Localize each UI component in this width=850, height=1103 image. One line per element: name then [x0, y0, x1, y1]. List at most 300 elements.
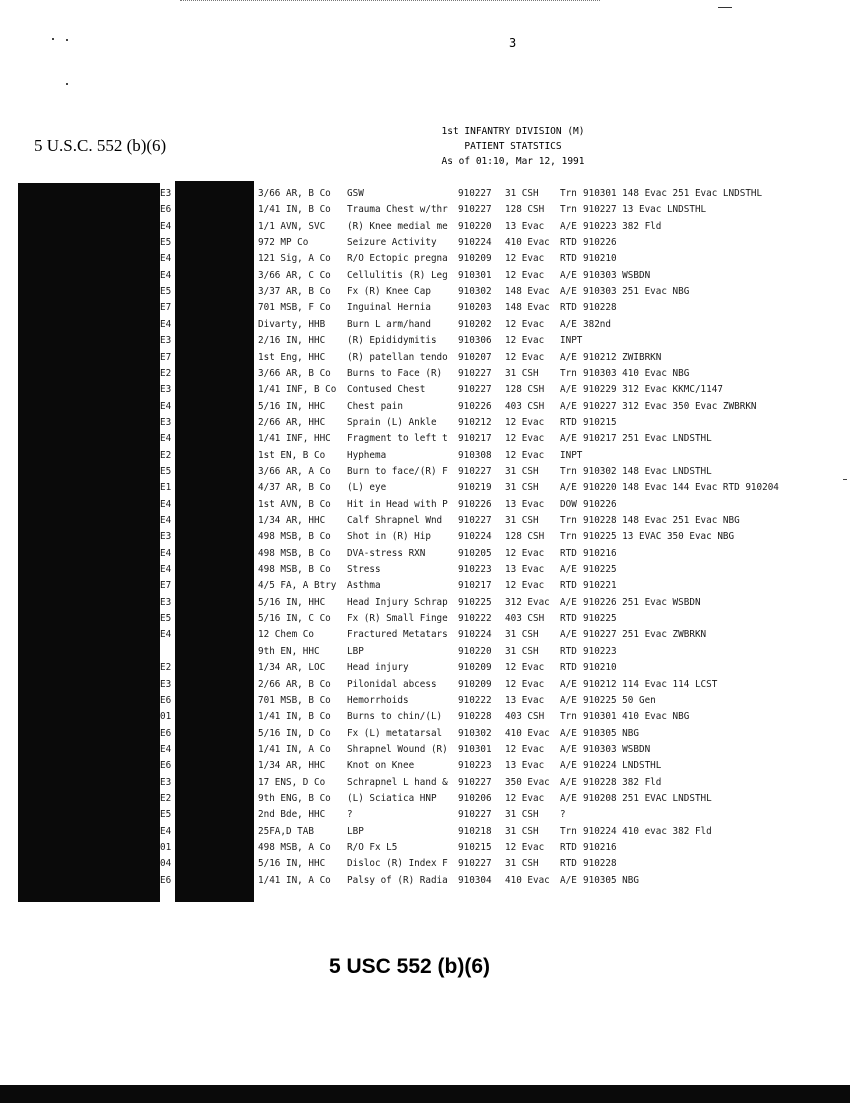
- cell-grade: E1: [160, 482, 172, 494]
- cell-disp: Trn: [560, 515, 577, 526]
- cell-diag: R/O Fx L5: [347, 842, 398, 853]
- cell-fac: 31 CSH: [505, 367, 539, 379]
- cell-diag: GSW: [347, 188, 364, 199]
- cell-diag: Hit in Head with P: [347, 498, 448, 510]
- cell-grade: E4: [160, 269, 172, 281]
- cell-rest: 910210: [583, 662, 617, 674]
- cell-fac: 312 Evac: [505, 596, 550, 608]
- cell-disp: A/E: [560, 629, 577, 641]
- cell-diag: Fx (L) metatarsal: [347, 727, 443, 739]
- cell-disp: Trn: [560, 188, 577, 199]
- cell-grade: E3: [160, 531, 172, 543]
- cell-disp: ?: [560, 809, 566, 821]
- cell-unit: 2/66 AR, HHC: [258, 416, 326, 428]
- cell-rest: 910216: [583, 842, 617, 853]
- cell-disp: RTD: [560, 237, 577, 249]
- cell-disp: RTD: [560, 253, 577, 265]
- cell-diag: (L) Sciatica HNP: [347, 792, 437, 804]
- scan-speck: [843, 479, 847, 480]
- cell-unit: 1st AVN, B Co: [258, 498, 331, 510]
- cell-disp: A/E: [560, 874, 577, 886]
- cell-fac: 128 CSH: [505, 204, 545, 216]
- cell-grade: E7: [160, 302, 172, 314]
- cell-fac: 12 Evac: [505, 318, 545, 330]
- cell-grade: E3: [160, 596, 172, 608]
- cell-grade: E3: [160, 335, 172, 347]
- cell-unit: 3/66 AR, A Co: [258, 465, 331, 477]
- cell-diag: (L) eye: [347, 482, 387, 494]
- cell-date: 910223: [458, 564, 492, 576]
- cell-fac: 31 CSH: [505, 515, 539, 526]
- cell-unit: 1st EN, B Co: [258, 449, 326, 461]
- cell-unit: 1/41 IN, B Co: [258, 204, 331, 216]
- foia-exemption-label-top: 5 U.S.C. 552 (b)(6): [34, 136, 167, 155]
- cell-diag: Fractured Metatars: [347, 629, 448, 641]
- cell-disp: Trn: [560, 711, 577, 723]
- cell-unit: 12 Chem Co: [258, 629, 314, 641]
- scan-bottom-edge: [0, 1085, 850, 1103]
- cell-fac: 31 CSH: [505, 188, 539, 199]
- cell-date: 910227: [458, 367, 492, 379]
- cell-disp: A/E: [560, 482, 577, 494]
- cell-rest: 910217 251 Evac LNDSTHL: [583, 433, 712, 445]
- cell-unit: 3/66 AR, B Co: [258, 367, 331, 379]
- cell-disp: INPT: [560, 449, 583, 461]
- cell-grade: E4: [160, 253, 172, 265]
- cell-fac: 12 Evac: [505, 678, 545, 690]
- cell-fac: 12 Evac: [505, 253, 545, 265]
- cell-rest: 910223 382 Fld: [583, 220, 662, 232]
- cell-unit: 498 MSB, B Co: [258, 547, 331, 559]
- cell-fac: 12 Evac: [505, 792, 545, 804]
- cell-disp: RTD: [560, 416, 577, 428]
- cell-disp: A/E: [560, 727, 577, 739]
- cell-unit: 5/16 IN, HHC: [258, 400, 326, 412]
- cell-unit: 3/66 AR, B Co: [258, 188, 331, 199]
- cell-unit: 1/41 IN, A Co: [258, 874, 331, 886]
- cell-fac: 148 Evac: [505, 302, 550, 314]
- cell-date: 910209: [458, 662, 492, 674]
- cell-diag: LBP: [347, 645, 364, 657]
- cell-rest: 910302 148 Evac LNDSTHL: [583, 465, 712, 477]
- cell-disp: Trn: [560, 825, 577, 837]
- cell-disp: RTD: [560, 645, 577, 657]
- cell-diag: DVA-stress RXN: [347, 547, 426, 559]
- cell-disp: A/E: [560, 433, 577, 445]
- cell-grade: E4: [160, 743, 172, 755]
- cell-rest: 910225: [583, 613, 617, 625]
- header-division: 1st INFANTRY DIVISION (M): [441, 126, 585, 137]
- cell-unit: 1/41 IN, B Co: [258, 711, 331, 723]
- cell-fac: 13 Evac: [505, 498, 545, 510]
- scan-speck: [52, 38, 54, 40]
- cell-rest: 910220 148 Evac 144 Evac RTD 910204: [583, 482, 779, 494]
- cell-date: 910222: [458, 613, 492, 625]
- cell-diag: Burns to chin/(L): [347, 711, 443, 723]
- cell-grade: E3: [160, 776, 172, 788]
- cell-date: 910219: [458, 482, 492, 494]
- cell-grade: E2: [160, 792, 172, 804]
- cell-diag: Asthma: [347, 580, 381, 592]
- cell-fac: 12 Evac: [505, 433, 545, 445]
- cell-rest: 910226: [583, 498, 617, 510]
- cell-fac: 350 Evac: [505, 776, 550, 788]
- cell-date: 910218: [458, 825, 492, 837]
- cell-grade: E4: [160, 498, 172, 510]
- cell-unit: 25FA,D TAB: [258, 825, 314, 837]
- cell-grade: E4: [160, 547, 172, 559]
- header-date: As of 01:10, Mar 12, 1991: [441, 156, 585, 167]
- cell-grade: E4: [160, 318, 172, 330]
- cell-fac: 31 CSH: [505, 629, 539, 641]
- cell-grade: E2: [160, 449, 172, 461]
- cell-unit: 5/16 IN, C Co: [258, 613, 331, 625]
- cell-diag: (R) Knee medial me: [347, 220, 448, 232]
- cell-diag: Hemorrhoids: [347, 694, 409, 706]
- cell-grade: E4: [160, 515, 172, 526]
- cell-unit: 121 Sig, A Co: [258, 253, 331, 265]
- cell-date: 910227: [458, 204, 492, 216]
- cell-rest: 910303 WSBDN: [583, 743, 651, 755]
- cell-grade: E3: [160, 678, 172, 690]
- cell-rest: 910301 410 Evac NBG: [583, 711, 690, 723]
- cell-unit: 5/16 IN, D Co: [258, 727, 331, 739]
- cell-fac: 31 CSH: [505, 809, 539, 821]
- cell-fac: 13 Evac: [505, 564, 545, 576]
- cell-date: 910224: [458, 237, 492, 249]
- cell-fac: 12 Evac: [505, 335, 545, 347]
- cell-date: 910304: [458, 874, 492, 886]
- redaction-block-left: [18, 183, 160, 902]
- cell-rest: 910224 LNDSTHL: [583, 760, 662, 772]
- cell-diag: Sprain (L) Ankle: [347, 416, 437, 428]
- cell-diag: Trauma Chest w/thr: [347, 204, 448, 216]
- cell-date: 910227: [458, 809, 492, 821]
- cell-fac: 148 Evac: [505, 286, 550, 298]
- cell-disp: A/E: [560, 743, 577, 755]
- page-number: 3: [509, 36, 517, 50]
- cell-rest: 910212 ZWIBRKN: [583, 351, 662, 363]
- cell-fac: 12 Evac: [505, 842, 545, 853]
- cell-fac: 12 Evac: [505, 416, 545, 428]
- cell-grade: E4: [160, 400, 172, 412]
- cell-unit: 1st Eng, HHC: [258, 351, 326, 363]
- scan-artifact-dash: [718, 7, 732, 8]
- cell-diag: Head Injury Schrap: [347, 596, 448, 608]
- cell-rest: 910223: [583, 645, 617, 657]
- cell-unit: 1/41 INF, B Co: [258, 384, 337, 396]
- cell-unit: 498 MSB, B Co: [258, 564, 331, 576]
- cell-unit: 5/16 IN, HHC: [258, 596, 326, 608]
- cell-unit: 2nd Bde, HHC: [258, 809, 326, 821]
- cell-unit: 2/66 AR, B Co: [258, 678, 331, 690]
- cell-date: 910205: [458, 547, 492, 559]
- cell-rest: 910210: [583, 253, 617, 265]
- cell-rest: 910305 NBG: [583, 727, 639, 739]
- foia-exemption-label-bottom: 5 USC 552 (b)(6): [329, 955, 491, 978]
- scan-speck: [66, 39, 68, 41]
- cell-disp: A/E: [560, 564, 577, 576]
- cell-diag: Shrapnel Wound (R): [347, 743, 448, 755]
- cell-grade: E3: [160, 416, 172, 428]
- cell-grade: E5: [160, 286, 172, 298]
- cell-grade: E5: [160, 613, 172, 625]
- cell-date: 910228: [458, 711, 492, 723]
- cell-fac: 12 Evac: [505, 547, 545, 559]
- cell-grade: E4: [160, 629, 172, 641]
- cell-unit: 498 MSB, A Co: [258, 842, 331, 853]
- cell-diag: Fx (R) Knee Cap: [347, 286, 431, 298]
- cell-unit: 1/41 IN, A Co: [258, 743, 331, 755]
- scan-artifact-top: [180, 0, 600, 5]
- cell-date: 910226: [458, 498, 492, 510]
- cell-grade: E5: [160, 237, 172, 249]
- cell-rest: 910212 114 Evac 114 LCST: [583, 678, 718, 690]
- cell-disp: RTD: [560, 613, 577, 625]
- cell-rest: 910305 NBG: [583, 874, 639, 886]
- cell-grade: E6: [160, 727, 172, 739]
- cell-unit: 1/34 AR, HHC: [258, 515, 326, 526]
- cell-disp: Trn: [560, 367, 577, 379]
- cell-date: 910220: [458, 220, 492, 232]
- cell-fac: 12 Evac: [505, 662, 545, 674]
- cell-rest: 910216: [583, 547, 617, 559]
- cell-rest: 910303 WSBDN: [583, 269, 651, 281]
- cell-diag: Schrapnel L hand &: [347, 776, 448, 788]
- cell-fac: 12 Evac: [505, 269, 545, 281]
- cell-date: 910302: [458, 286, 492, 298]
- cell-disp: A/E: [560, 269, 577, 281]
- cell-rest: 910225 13 EVAC 350 Evac NBG: [583, 531, 735, 543]
- cell-unit: 3/66 AR, C Co: [258, 269, 331, 281]
- cell-rest: 910226: [583, 237, 617, 249]
- cell-unit: 9th EN, HHC: [258, 645, 320, 657]
- cell-diag: Inguinal Hernia: [347, 302, 431, 314]
- cell-diag: ?: [347, 809, 353, 821]
- cell-diag: Burn to face/(R) F: [347, 465, 448, 477]
- cell-disp: RTD: [560, 580, 577, 592]
- cell-rest: 910229 312 Evac KKMC/1147: [583, 384, 723, 396]
- cell-date: 910227: [458, 465, 492, 477]
- cell-diag: Burns to Face (R): [347, 367, 443, 379]
- cell-diag: Contused Chest: [347, 384, 426, 396]
- cell-rest: 910226 251 Evac WSBDN: [583, 596, 701, 608]
- cell-date: 910222: [458, 694, 492, 706]
- cell-date: 910306: [458, 335, 492, 347]
- cell-date: 910227: [458, 858, 492, 870]
- cell-date: 910224: [458, 531, 492, 543]
- cell-grade: E4: [160, 433, 172, 445]
- cell-diag: Chest pain: [347, 400, 403, 412]
- cell-date: 910227: [458, 776, 492, 788]
- cell-grade: E5: [160, 809, 172, 821]
- cell-fac: 13 Evac: [505, 694, 545, 706]
- cell-grade: E2: [160, 367, 172, 379]
- cell-date: 910226: [458, 400, 492, 412]
- cell-diag: (R) patellan tendo: [347, 351, 448, 363]
- cell-diag: Fx (R) Small Finge: [347, 613, 448, 625]
- scan-speck: [66, 83, 68, 85]
- cell-fac: 12 Evac: [505, 743, 545, 755]
- cell-fac: 13 Evac: [505, 220, 545, 232]
- cell-unit: 972 MP Co: [258, 237, 309, 249]
- cell-grade: E3: [160, 384, 172, 396]
- cell-date: 910215: [458, 842, 492, 853]
- cell-fac: 31 CSH: [505, 858, 539, 870]
- cell-fac: 403 CSH: [505, 711, 545, 723]
- redaction-block-names: [175, 181, 254, 902]
- cell-diag: (R) Epididymitis: [347, 335, 437, 347]
- cell-date: 910308: [458, 449, 492, 461]
- cell-diag: Palsy of (R) Radia: [347, 874, 448, 886]
- cell-fac: 410 Evac: [505, 727, 550, 739]
- cell-unit: 701 MSB, B Co: [258, 694, 331, 706]
- cell-grade: E6: [160, 760, 172, 772]
- cell-unit: Divarty, HHB: [258, 318, 326, 330]
- cell-rest: 910225 50 Gen: [583, 694, 656, 706]
- cell-disp: RTD: [560, 302, 577, 314]
- cell-diag: Head injury: [347, 662, 409, 674]
- cell-rest: 910224 410 evac 382 Fld: [583, 825, 712, 837]
- cell-diag: LBP: [347, 825, 364, 837]
- cell-rest: 910221: [583, 580, 617, 592]
- cell-unit: 5/16 IN, HHC: [258, 858, 326, 870]
- cell-rest: 910227 312 Evac 350 Evac ZWBRKN: [583, 400, 757, 412]
- cell-fac: 410 Evac: [505, 237, 550, 249]
- cell-disp: A/E: [560, 220, 577, 232]
- cell-disp: A/E: [560, 776, 577, 788]
- cell-disp: A/E: [560, 760, 577, 772]
- cell-rest: 910228 382 Fld: [583, 776, 662, 788]
- cell-fac: 403 CSH: [505, 400, 545, 412]
- cell-rest: 910228 148 Evac 251 Evac NBG: [583, 515, 740, 526]
- cell-grade: E6: [160, 874, 172, 886]
- cell-date: 910225: [458, 596, 492, 608]
- cell-date: 910301: [458, 269, 492, 281]
- cell-fac: 410 Evac: [505, 874, 550, 886]
- cell-rest: 910227 251 Evac ZWBRKN: [583, 629, 707, 641]
- cell-diag: R/O Ectopic pregna: [347, 253, 448, 265]
- cell-grade: E4: [160, 220, 172, 232]
- cell-fac: 31 CSH: [505, 645, 539, 657]
- cell-rest: 910303 410 Evac NBG: [583, 367, 690, 379]
- cell-date: 910202: [458, 318, 492, 330]
- cell-grade: 01: [160, 842, 172, 853]
- cell-disp: A/E: [560, 286, 577, 298]
- cell-disp: A/E: [560, 400, 577, 412]
- cell-diag: Cellulitis (R) Leg: [347, 269, 448, 281]
- cell-unit: 3/37 AR, B Co: [258, 286, 331, 298]
- cell-disp: RTD: [560, 662, 577, 674]
- cell-disp: Trn: [560, 531, 577, 543]
- cell-grade: E6: [160, 204, 172, 216]
- cell-disp: A/E: [560, 678, 577, 690]
- cell-grade: E4: [160, 564, 172, 576]
- cell-grade: E6: [160, 694, 172, 706]
- cell-rest: 382nd: [583, 318, 611, 330]
- cell-date: 910223: [458, 760, 492, 772]
- cell-diag: Hyphema: [347, 449, 387, 461]
- cell-fac: 31 CSH: [505, 465, 539, 477]
- cell-date: 910217: [458, 580, 492, 592]
- cell-diag: Calf Shrapnel Wnd: [347, 515, 443, 526]
- cell-disp: RTD: [560, 842, 577, 853]
- cell-disp: A/E: [560, 384, 577, 396]
- cell-unit: 1/41 INF, HHC: [258, 433, 331, 445]
- cell-diag: Knot on Knee: [347, 760, 415, 772]
- cell-diag: Pilonidal abcess: [347, 678, 437, 690]
- cell-diag: Stress: [347, 564, 381, 576]
- cell-date: 910227: [458, 515, 492, 526]
- cell-date: 910217: [458, 433, 492, 445]
- cell-disp: DOW: [560, 498, 577, 510]
- cell-rest: 910303 251 Evac NBG: [583, 286, 690, 298]
- cell-date: 910227: [458, 384, 492, 396]
- cell-grade: E7: [160, 351, 172, 363]
- cell-fac: 31 CSH: [505, 482, 539, 494]
- cell-rest: 910228: [583, 858, 617, 870]
- cell-disp: Trn: [560, 465, 577, 477]
- cell-fac: 12 Evac: [505, 449, 545, 461]
- cell-date: 910227: [458, 188, 492, 199]
- cell-rest: 910301 148 Evac 251 Evac LNDSTHL: [583, 188, 763, 199]
- cell-unit: 1/1 AVN, SVC: [258, 220, 326, 232]
- cell-disp: RTD: [560, 858, 577, 870]
- cell-diag: Burn L arm/hand: [347, 318, 431, 330]
- cell-diag: Disloc (R) Index F: [347, 858, 448, 870]
- cell-unit: 9th ENG, B Co: [258, 792, 331, 804]
- cell-date: 910203: [458, 302, 492, 314]
- report-header: [438, 124, 588, 169]
- cell-disp: A/E: [560, 792, 577, 804]
- cell-unit: 17 ENS, D Co: [258, 776, 326, 788]
- cell-disp: A/E: [560, 596, 577, 608]
- cell-disp: RTD: [560, 547, 577, 559]
- cell-fac: 12 Evac: [505, 580, 545, 592]
- cell-unit: 498 MSB, B Co: [258, 531, 331, 543]
- cell-rest: 910228: [583, 302, 617, 314]
- cell-date: 910301: [458, 743, 492, 755]
- cell-grade: E3: [160, 188, 172, 199]
- cell-disp: A/E: [560, 318, 577, 330]
- cell-unit: 2/16 IN, HHC: [258, 335, 326, 347]
- cell-rest: 910215: [583, 416, 617, 428]
- cell-grade: E2: [160, 662, 172, 674]
- cell-date: 910206: [458, 792, 492, 804]
- cell-fac: 128 CSH: [505, 531, 545, 543]
- cell-date: 910220: [458, 645, 492, 657]
- cell-fac: 128 CSH: [505, 384, 545, 396]
- cell-grade: E7: [160, 580, 172, 592]
- cell-fac: 13 Evac: [505, 760, 545, 772]
- cell-date: 910207: [458, 351, 492, 363]
- cell-unit: 4/5 FA, A Btry: [258, 580, 337, 592]
- cell-disp: INPT: [560, 335, 583, 347]
- cell-unit: 4/37 AR, B Co: [258, 482, 331, 494]
- cell-diag: Fragment to left t: [347, 433, 448, 445]
- cell-date: 910209: [458, 678, 492, 690]
- cell-date: 910302: [458, 727, 492, 739]
- cell-diag: Seizure Activity: [347, 237, 437, 249]
- cell-grade: E4: [160, 825, 172, 837]
- cell-grade: E5: [160, 465, 172, 477]
- cell-unit: 1/34 AR, LOC: [258, 662, 326, 674]
- cell-date: 910209: [458, 253, 492, 265]
- cell-fac: 31 CSH: [505, 825, 539, 837]
- cell-disp: Trn: [560, 204, 577, 216]
- cell-grade: 01: [160, 711, 172, 723]
- cell-grade: 04: [160, 858, 172, 870]
